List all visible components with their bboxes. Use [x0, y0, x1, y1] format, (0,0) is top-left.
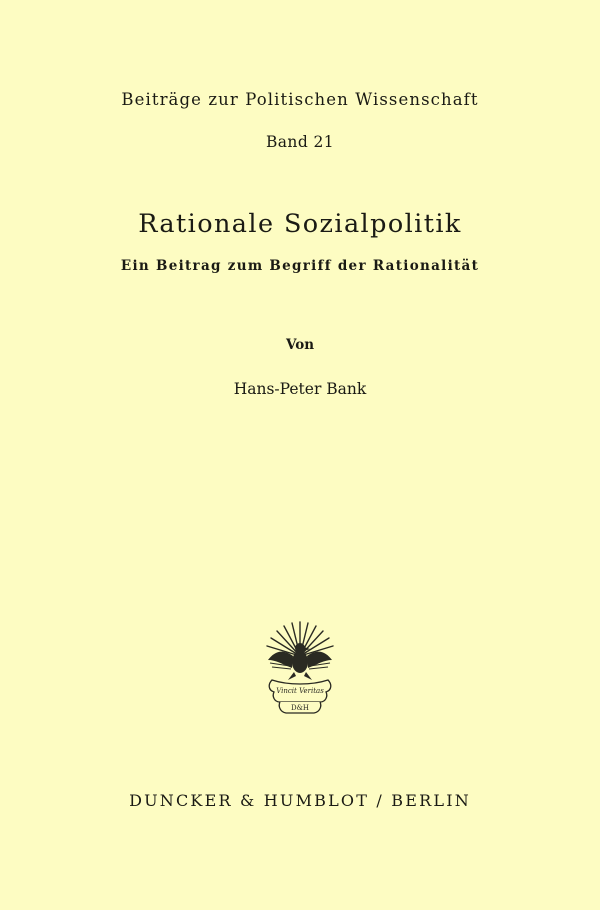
logo-initials: D&H: [291, 704, 309, 712]
eagle-seal-icon: [262, 618, 338, 718]
publisher-imprint: DUNCKER & HUMBLOT / BERLIN: [129, 791, 471, 810]
by-label: Von: [285, 337, 315, 353]
series-title: Beiträge zur Politischen Wissenschaft: [121, 90, 479, 109]
volume-number: Band 21: [266, 133, 334, 151]
author-name: Hans-Peter Bank: [233, 380, 367, 398]
book-subtitle: Ein Beitrag zum Begriff der Rationalität: [120, 258, 480, 274]
book-title: Rationale Sozialpolitik: [138, 209, 462, 239]
logo-motto: Vincit Veritas: [276, 687, 324, 695]
